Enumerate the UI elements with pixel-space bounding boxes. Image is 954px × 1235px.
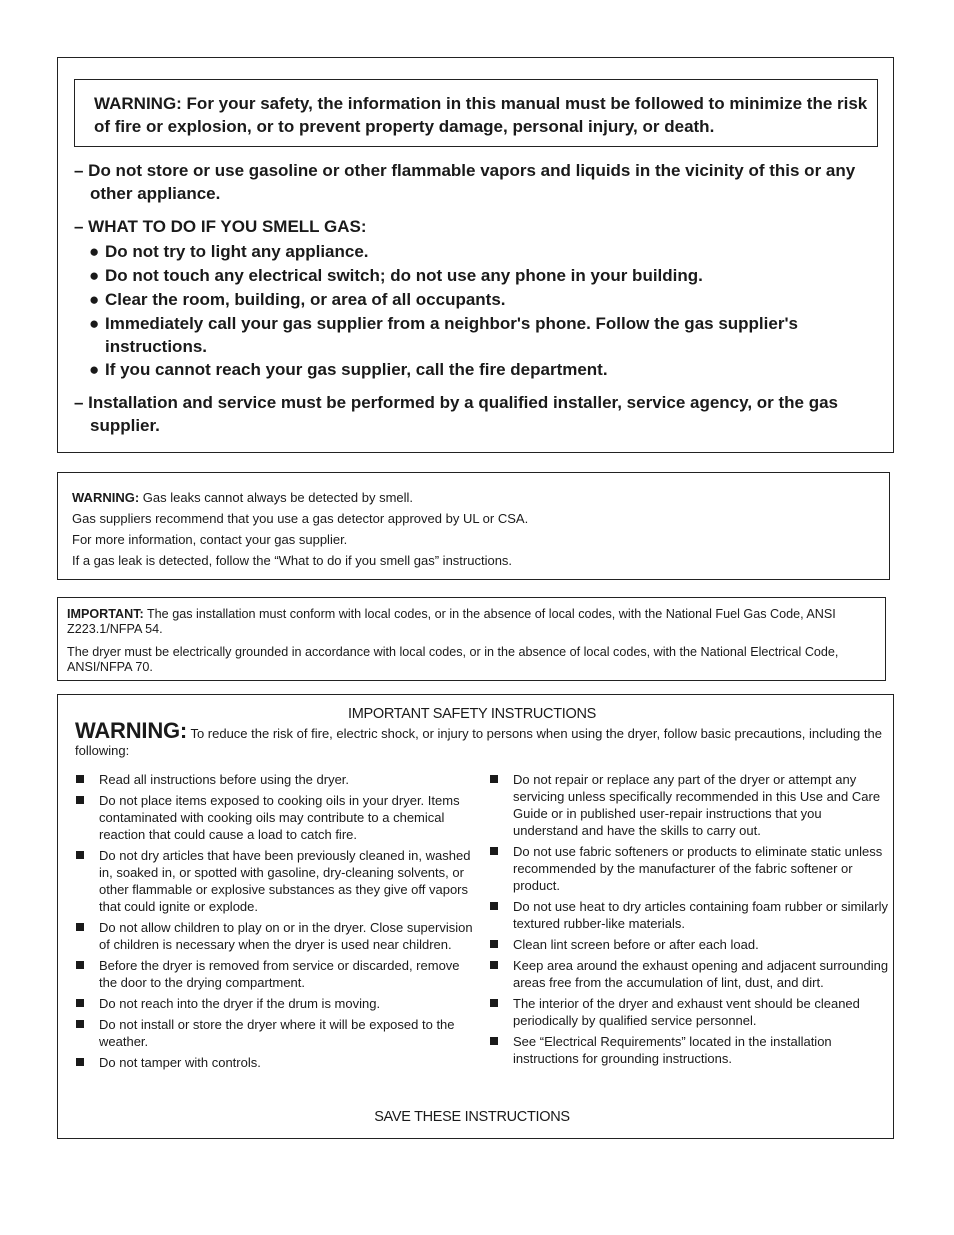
square-bullet-icon [76, 775, 84, 783]
list-item: Do not use heat to dry articles containing foam rubber or similarly textured rubber-like materials. [489, 898, 889, 932]
list-item: Do not allow children to play on or in the dryer. Close supervision of children is necessary when the dryer is used near children. [75, 919, 475, 953]
list-item: Do not use fabric softeners or products to eliminate static unless recommended by the manufacturer of the fabric softener or product. [489, 843, 889, 894]
square-bullet-icon [76, 796, 84, 804]
smell-gas-list [89, 240, 879, 381]
no-store-warning: – Do not store or use gasoline or other flammable vapors and liquids in the vicinity of this or any other appliance. [74, 161, 856, 203]
square-bullet-icon [76, 851, 84, 859]
safety-list-left [75, 771, 475, 1075]
bullet-icon: ● [89, 360, 100, 379]
list-item: The interior of the dryer and exhaust vent should be cleaned periodically by qualified service personnel. [489, 995, 889, 1029]
list-item: Do not install or store the dryer where it will be exposed to the weather. [75, 1016, 475, 1050]
list-item: Read all instructions before using the dryer. [75, 771, 475, 788]
installation-warning: – Installation and service must be performed by a qualified installer, service agency, or the gas supplier. [74, 393, 839, 435]
square-bullet-icon [76, 961, 84, 969]
list-item: Do not tamper with controls. [75, 1054, 475, 1071]
bullet-icon: ● [89, 314, 100, 333]
leak-warning-line: If a gas leak is detected, follow the “What to do if you smell gas” instructions. [72, 553, 513, 568]
list-item: Do not dry articles that have been previously cleaned in, washed in, soaked in, or spotted with gasoline, dry-cleaning solvents, or other flammable or explosive substances as they give off vapors that could ignite or explode. [75, 847, 475, 915]
gas-warning-header: WARNING: For your safety, the information in this manual must be followed to minimize the risk of fire or explosion, or to prevent property damage, personal injury, or death. [74, 79, 878, 147]
bullet-icon: ● [89, 266, 100, 285]
square-bullet-icon [490, 775, 498, 783]
save-instructions-footer: SAVE THESE INSTRUCTIONS [374, 1109, 570, 1125]
square-bullet-icon [490, 999, 498, 1007]
leak-warning-line: For more information, contact your gas supplier. [72, 532, 348, 547]
list-item: Do not reach into the dryer if the drum is moving. [75, 995, 475, 1012]
gas-warning-box [57, 57, 894, 453]
square-bullet-icon [490, 940, 498, 948]
leak-warning-box [57, 472, 890, 580]
leak-warning-line: WARNING: Gas leaks cannot always be detected by smell. [72, 490, 414, 505]
list-item: Do not repair or replace any part of the dryer or attempt any servicing unless specifically recommended in this Use and Care Guide or in published user-repair instructions that you understand and have the skills to carry out. [489, 771, 889, 839]
smell-gas-heading: – WHAT TO DO IF YOU SMELL GAS: [74, 217, 367, 236]
bullet-icon: ● [89, 290, 100, 309]
smell-gas-item: ● Do not touch any electrical switch; do not use any phone in your building. [89, 266, 703, 285]
important-notice-box [57, 597, 886, 681]
warning-word: WARNING: [75, 718, 188, 743]
list-item: Do not place items exposed to cooking oils in your dryer. Items contaminated with cooking oils may contribute to a chemical reaction that could cause a load to catch fire. [75, 792, 475, 843]
leak-warning-line: Gas suppliers recommend that you use a gas detector approved by UL or CSA. [72, 511, 529, 526]
smell-gas-item: ● If you cannot reach your gas supplier, call the fire department. [89, 360, 608, 379]
smell-gas-item: ● Immediately call your gas supplier from a neighbor's phone. Follow the gas supplier's instructions. [89, 314, 798, 356]
safety-intro: WARNING: To reduce the risk of fire, electric shock, or injury to persons when using the dryer, follow basic precautions, including the following: [75, 718, 882, 758]
smell-gas-item: ● Do not try to light any appliance. [89, 242, 369, 261]
list-item: See “Electrical Requirements” located in the installation instructions for grounding instructions. [489, 1033, 889, 1067]
electrical-code-paragraph: The dryer must be electrically grounded in accordance with local codes, or in the absence of local codes, with the National Electrical Code, ANSI/NFPA 70. [67, 645, 839, 674]
gas-code-paragraph: IMPORTANT: The gas installation must conform with local codes, or in the absence of local codes, with the National Fuel Gas Code, ANSI Z223.1/NFPA 54. [67, 607, 836, 636]
list-item: Keep area around the exhaust opening and adjacent surrounding areas free from the accumulation of lint, dust, and dirt. [489, 957, 889, 991]
square-bullet-icon [76, 1058, 84, 1066]
bullet-icon: ● [89, 242, 100, 261]
square-bullet-icon [76, 1020, 84, 1028]
square-bullet-icon [490, 902, 498, 910]
list-item: Before the dryer is removed from service or discarded, remove the door to the drying compartment. [75, 957, 475, 991]
list-item: Clean lint screen before or after each load. [489, 936, 889, 953]
safety-list-right [489, 771, 889, 1071]
square-bullet-icon [76, 923, 84, 931]
square-bullet-icon [490, 961, 498, 969]
square-bullet-icon [490, 847, 498, 855]
square-bullet-icon [76, 999, 84, 1007]
safety-instructions-heading: IMPORTANT SAFETY INSTRUCTIONS [347, 706, 597, 722]
square-bullet-icon [490, 1037, 498, 1045]
safety-instructions-box [57, 694, 894, 1139]
smell-gas-item: ● Clear the room, building, or area of all occupants. [89, 290, 506, 309]
